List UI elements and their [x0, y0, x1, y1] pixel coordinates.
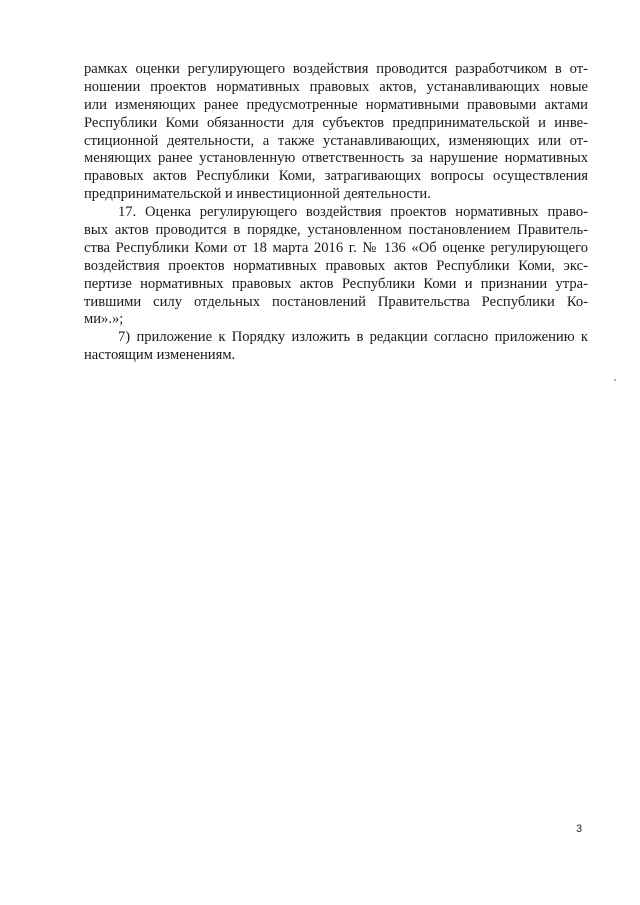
scan-speck: [614, 379, 616, 381]
paragraph-item-17: [84, 204, 588, 329]
text-line: или изменяющих ранее предусмотренные нормативными правовыми актами: [84, 96, 588, 113]
text-line: меняющих ранее установленную ответственность за нарушение нормативных: [84, 150, 588, 167]
text-line: тившими силу отдельных постановлений Правительства Республики Ко-: [84, 293, 588, 310]
text-line: вых актов проводится в порядке, установленном постановлением Правитель-: [84, 222, 588, 239]
text-line: правовых актов Республики Коми, затрагивающих вопросы осуществления: [84, 168, 588, 185]
text-line: Республики Коми обязанности для субъектов предпринимательской и инве-: [84, 114, 588, 131]
text-line: настоящим изменениям.: [84, 347, 236, 364]
paragraph-item-7: [84, 329, 588, 365]
text-line: ства Республики Коми от 18 марта 2016 г. № 136 «Об оценке регулирующего: [84, 239, 588, 256]
text-line: ношении проектов нормативных правовых актов, устанавливающих новые: [84, 78, 588, 95]
text-line: 17. Оценка регулирующего воздействия проектов нормативных право-: [118, 204, 588, 221]
text-line: пертизе нормативных правовых актов Республики Коми и признании утра-: [84, 275, 588, 292]
text-line: ми».»;: [84, 311, 124, 328]
paragraph-continuation: [84, 61, 588, 204]
text-line: стиционной деятельности, а также устанавливающих, изменяющих или от-: [84, 132, 588, 149]
page-number: 3: [576, 823, 583, 835]
text-line: рамках оценки регулирующего воздействия проводится разработчиком в от-: [84, 61, 588, 77]
text-line: воздействия проектов нормативных правовых актов Республики Коми, экс-: [84, 257, 588, 274]
text-line: 7) приложение к Порядку изложить в редакции согласно приложению к: [118, 329, 588, 346]
document-body: [84, 61, 588, 365]
text-line: предпринимательской и инвестиционной деятельности.: [84, 186, 431, 203]
